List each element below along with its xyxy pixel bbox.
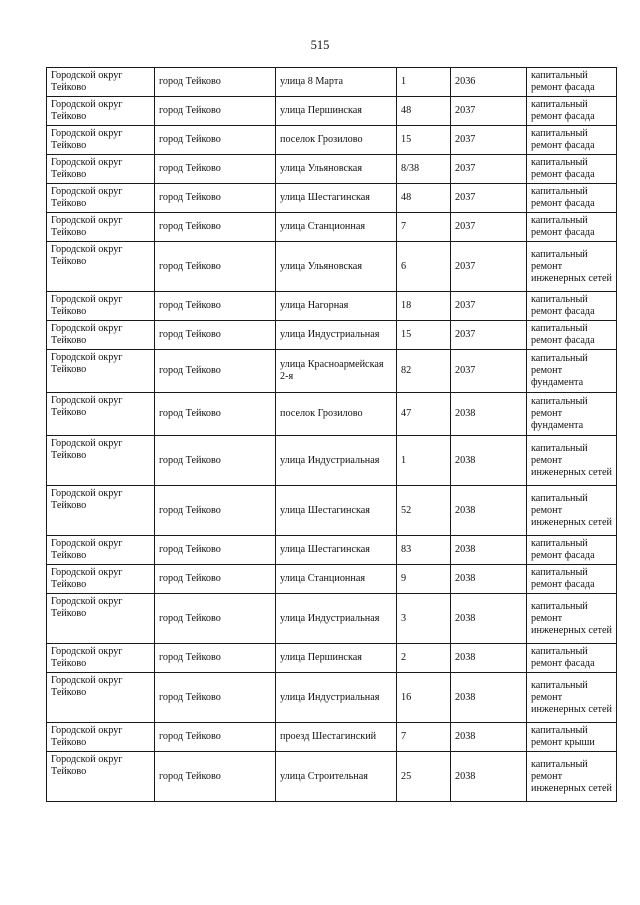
house-number-cell: 48 (397, 184, 451, 213)
table-row (47, 536, 617, 565)
district-cell: Городской округ Тейково (47, 393, 155, 436)
work-type-cell: капитальный ремонт крыши (527, 723, 617, 752)
district-cell: Городской округ Тейково (47, 321, 155, 350)
street-cell: улица Строительная (276, 752, 397, 802)
year-cell: 2038 (451, 536, 527, 565)
work-type-cell: капитальный ремонт фасада (527, 68, 617, 97)
street-cell: улица Индустриальная (276, 321, 397, 350)
house-number-cell: 9 (397, 565, 451, 594)
house-number-cell: 48 (397, 97, 451, 126)
district-cell: Городской округ Тейково (47, 242, 155, 292)
street-cell: проезд Шестагинский (276, 723, 397, 752)
house-number-cell: 25 (397, 752, 451, 802)
district-cell: Городской округ Тейково (47, 436, 155, 486)
table-row (47, 126, 617, 155)
work-type-cell: капитальный ремонт фасада (527, 155, 617, 184)
settlement-cell: город Тейково (155, 644, 276, 673)
year-cell: 2037 (451, 213, 527, 242)
settlement-cell: город Тейково (155, 673, 276, 723)
house-number-cell: 8/38 (397, 155, 451, 184)
year-cell: 2037 (451, 350, 527, 393)
settlement-cell: город Тейково (155, 97, 276, 126)
settlement-cell: город Тейково (155, 321, 276, 350)
district-cell: Городской округ Тейково (47, 292, 155, 321)
settlement-cell: город Тейково (155, 723, 276, 752)
page-number: 515 (310, 38, 330, 52)
work-type-cell: капитальный ремонт инженерных сетей (527, 673, 617, 723)
work-type-cell: капитальный ремонт инженерных сетей (527, 594, 617, 644)
street-cell: улица Красноармейская 2-я (276, 350, 397, 393)
district-cell: Городской округ Тейково (47, 565, 155, 594)
settlement-cell: город Тейково (155, 486, 276, 536)
street-cell: улица Першинская (276, 97, 397, 126)
year-cell: 2038 (451, 752, 527, 802)
work-type-cell: капитальный ремонт инженерных сетей (527, 242, 617, 292)
year-cell: 2038 (451, 436, 527, 486)
table-row (47, 752, 617, 802)
work-type-cell: капитальный ремонт фасада (527, 213, 617, 242)
street-cell: улица Першинская (276, 644, 397, 673)
table-row (47, 97, 617, 126)
district-cell: Городской округ Тейково (47, 594, 155, 644)
settlement-cell: город Тейково (155, 436, 276, 486)
table-row (47, 436, 617, 486)
table-row (47, 486, 617, 536)
house-number-cell: 1 (397, 436, 451, 486)
table-row (47, 155, 617, 184)
district-cell: Городской округ Тейково (47, 350, 155, 393)
year-cell: 2037 (451, 126, 527, 155)
year-cell: 2037 (451, 321, 527, 350)
year-cell: 2037 (451, 97, 527, 126)
street-cell: улица Ульяновская (276, 242, 397, 292)
district-cell: Городской округ Тейково (47, 155, 155, 184)
settlement-cell: город Тейково (155, 68, 276, 97)
year-cell: 2037 (451, 242, 527, 292)
work-type-cell: капитальный ремонт фасада (527, 536, 617, 565)
work-type-cell: капитальный ремонт фасада (527, 321, 617, 350)
house-number-cell: 1 (397, 68, 451, 97)
table-row (47, 393, 617, 436)
work-type-cell: капитальный ремонт инженерных сетей (527, 436, 617, 486)
settlement-cell: город Тейково (155, 594, 276, 644)
table-row (47, 68, 617, 97)
street-cell: поселок Грозилово (276, 393, 397, 436)
year-cell: 2038 (451, 486, 527, 536)
year-cell: 2038 (451, 565, 527, 594)
district-cell: Городской округ Тейково (47, 486, 155, 536)
district-cell: Городской округ Тейково (47, 126, 155, 155)
settlement-cell: город Тейково (155, 213, 276, 242)
street-cell: улица Индустриальная (276, 594, 397, 644)
house-number-cell: 16 (397, 673, 451, 723)
house-number-cell: 15 (397, 126, 451, 155)
work-type-cell: капитальный ремонт фасада (527, 97, 617, 126)
house-number-cell: 47 (397, 393, 451, 436)
table-row (47, 644, 617, 673)
table-row (47, 321, 617, 350)
year-cell: 2038 (451, 723, 527, 752)
house-number-cell: 15 (397, 321, 451, 350)
street-cell: поселок Грозилово (276, 126, 397, 155)
house-number-cell: 3 (397, 594, 451, 644)
street-cell: улица Индустриальная (276, 436, 397, 486)
street-cell: улица Индустриальная (276, 673, 397, 723)
year-cell: 2038 (451, 594, 527, 644)
district-cell: Городской округ Тейково (47, 68, 155, 97)
settlement-cell: город Тейково (155, 184, 276, 213)
table-row (47, 723, 617, 752)
year-cell: 2036 (451, 68, 527, 97)
settlement-cell: город Тейково (155, 565, 276, 594)
settlement-cell: город Тейково (155, 242, 276, 292)
year-cell: 2037 (451, 184, 527, 213)
table-row (47, 673, 617, 723)
street-cell: улица Шестагинская (276, 184, 397, 213)
table-row (47, 242, 617, 292)
house-number-cell: 82 (397, 350, 451, 393)
street-cell: улица Ульяновская (276, 155, 397, 184)
district-cell: Городской округ Тейково (47, 723, 155, 752)
table-row (47, 565, 617, 594)
house-number-cell: 52 (397, 486, 451, 536)
year-cell: 2037 (451, 292, 527, 321)
district-cell: Городской округ Тейково (47, 536, 155, 565)
district-cell: Городской округ Тейково (47, 644, 155, 673)
work-type-cell: капитальный ремонт фасада (527, 126, 617, 155)
street-cell: улица Станционная (276, 213, 397, 242)
table-body (47, 68, 617, 802)
repair-schedule-table (46, 67, 617, 802)
table-row (47, 213, 617, 242)
work-type-cell: капитальный ремонт инженерных сетей (527, 752, 617, 802)
year-cell: 2038 (451, 673, 527, 723)
street-cell: улица Шестагинская (276, 536, 397, 565)
settlement-cell: город Тейково (155, 155, 276, 184)
work-type-cell: капитальный ремонт фасада (527, 565, 617, 594)
table-row (47, 184, 617, 213)
district-cell: Городской округ Тейково (47, 213, 155, 242)
district-cell: Городской округ Тейково (47, 184, 155, 213)
street-cell: улица Станционная (276, 565, 397, 594)
table-row (47, 292, 617, 321)
work-type-cell: капитальный ремонт фундамента (527, 393, 617, 436)
year-cell: 2037 (451, 155, 527, 184)
house-number-cell: 83 (397, 536, 451, 565)
year-cell: 2038 (451, 644, 527, 673)
house-number-cell: 7 (397, 723, 451, 752)
house-number-cell: 2 (397, 644, 451, 673)
house-number-cell: 7 (397, 213, 451, 242)
work-type-cell: капитальный ремонт фундамента (527, 350, 617, 393)
house-number-cell: 18 (397, 292, 451, 321)
district-cell: Городской округ Тейково (47, 752, 155, 802)
settlement-cell: город Тейково (155, 350, 276, 393)
work-type-cell: капитальный ремонт фасада (527, 292, 617, 321)
settlement-cell: город Тейково (155, 536, 276, 565)
street-cell: улица Нагорная (276, 292, 397, 321)
table-row (47, 594, 617, 644)
settlement-cell: город Тейково (155, 752, 276, 802)
work-type-cell: капитальный ремонт инженерных сетей (527, 486, 617, 536)
settlement-cell: город Тейково (155, 292, 276, 321)
work-type-cell: капитальный ремонт фасада (527, 644, 617, 673)
year-cell: 2038 (451, 393, 527, 436)
district-cell: Городской округ Тейково (47, 97, 155, 126)
table-row (47, 350, 617, 393)
district-cell: Городской округ Тейково (47, 673, 155, 723)
work-type-cell: капитальный ремонт фасада (527, 184, 617, 213)
street-cell: улица 8 Марта (276, 68, 397, 97)
settlement-cell: город Тейково (155, 393, 276, 436)
house-number-cell: 6 (397, 242, 451, 292)
settlement-cell: город Тейково (155, 126, 276, 155)
street-cell: улица Шестагинская (276, 486, 397, 536)
